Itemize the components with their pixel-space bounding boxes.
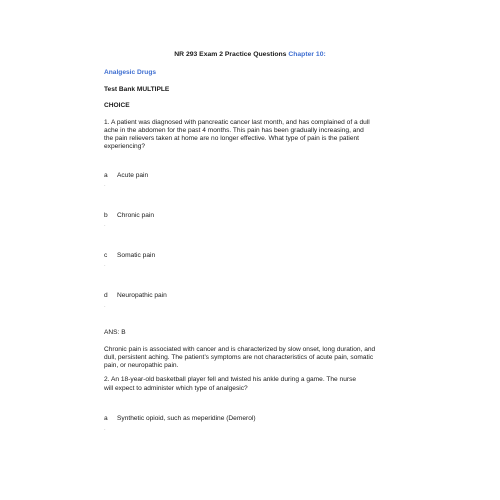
question-1-option-a: [104, 172, 148, 180]
rationale-line-1: Chronic pain is associated with cancer and is characterized by slow onset, long duration, and: [104, 346, 376, 353]
option-letter: c: [104, 252, 108, 259]
section-subtitle: Analgesic Drugs: [104, 69, 157, 76]
dot-marker: ·: [104, 304, 106, 310]
option-letter: a: [104, 172, 108, 179]
title-chapter: Chapter 10:: [288, 51, 326, 58]
rationale-line-3: pain, or neuropathic pain.: [104, 362, 179, 369]
dot-marker: ·: [104, 427, 106, 433]
dot-marker: ·: [104, 183, 106, 189]
section-label-line-2: CHOICE: [104, 102, 130, 109]
dot-marker: ·: [104, 223, 106, 229]
question-1-line-1: 1. A patient was diagnosed with pancreatic cancer last month, and has complained of a dull: [104, 119, 370, 126]
document-title: [0, 51, 500, 58]
question-1-line-2: ache in the abdomen for the past 4 months. This pain has been gradually increasing, and: [104, 127, 364, 134]
option-text: Chronic pain: [117, 212, 155, 219]
option-letter: a: [104, 415, 108, 422]
dot-marker: ·: [104, 263, 106, 269]
rationale-line-2: dull, persistent aching. The patient’s symptoms are not characteristics of acute pain, somatic: [104, 354, 374, 361]
question-2-option-a: [104, 415, 256, 423]
section-label-line-1: Test Bank MULTIPLE: [104, 86, 170, 93]
question-1-line-4: experiencing?: [104, 143, 146, 150]
question-2-line-2: will expect to administer which type of analgesic?: [104, 385, 248, 392]
question-2-line-1: 2. An 18-year-old basketball player fell and twisted his ankle during a game. The nurse: [104, 376, 357, 383]
option-text: Acute pain: [117, 172, 149, 179]
option-letter: d: [104, 292, 108, 299]
option-text: Synthetic opioid, such as meperidine (Demerol): [117, 415, 256, 422]
option-text: Neuropathic pain: [117, 292, 167, 299]
option-text: Somatic pain: [117, 252, 156, 259]
question-1-answer: ANS: B: [104, 329, 126, 336]
option-letter: b: [104, 212, 108, 219]
question-1-option-d: [104, 292, 167, 300]
title-main: NR 293 Exam 2 Practice Questions: [174, 51, 287, 58]
question-1-option-c: [104, 252, 155, 260]
question-1-option-b: [104, 212, 154, 220]
question-1-line-3: the pain relievers taken at home are no longer effective. What type of pain is the patient: [104, 135, 359, 142]
